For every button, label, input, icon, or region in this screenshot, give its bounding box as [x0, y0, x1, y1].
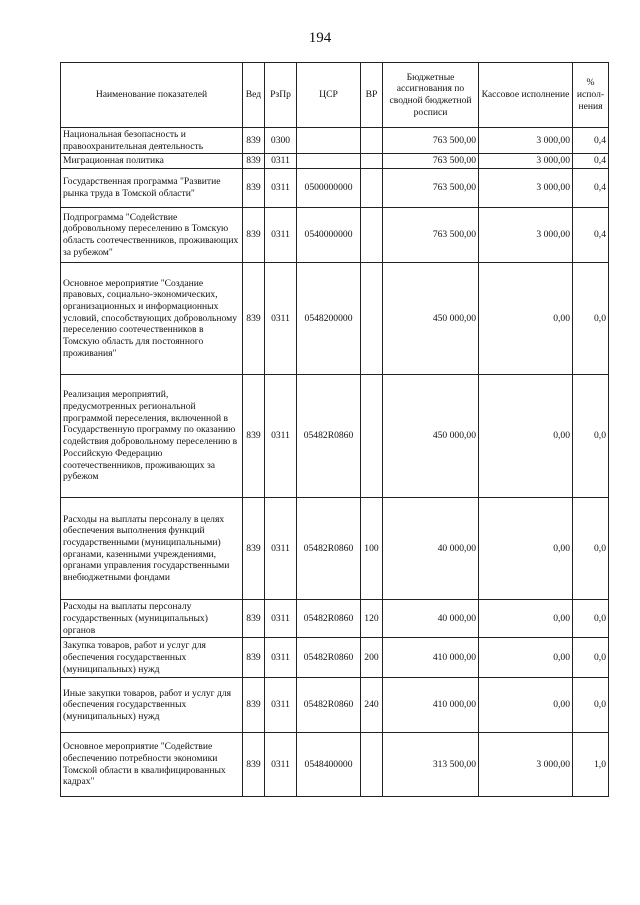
cell-csr: 05482R0860: [297, 498, 361, 600]
cell-rzpr: 0311: [265, 375, 297, 498]
cell-pct: 0,0: [573, 678, 609, 733]
cell-rzpr: 0311: [265, 208, 297, 263]
header-csr: ЦСР: [297, 63, 361, 128]
cell-vr: [361, 375, 383, 498]
cell-pct: 0,4: [573, 128, 609, 154]
cell-name: Государственная программа "Развитие рынка труда в Томской области": [61, 169, 243, 208]
cell-vr: 120: [361, 600, 383, 638]
header-rzpr: РзПр: [265, 63, 297, 128]
cell-cash: 3 000,00: [479, 154, 573, 169]
cell-budget: 763 500,00: [383, 128, 479, 154]
cell-name: Закупка товаров, работ и услуг для обеспечения государственных (муниципальных) нужд: [61, 638, 243, 678]
table-row: [61, 154, 609, 169]
cell-pct: 0,4: [573, 154, 609, 169]
table-row: [61, 498, 609, 600]
table-header: [61, 63, 609, 128]
cell-ved: 839: [243, 498, 265, 600]
cell-budget: 40 000,00: [383, 600, 479, 638]
cell-csr: 05482R0860: [297, 678, 361, 733]
cell-pct: 1,0: [573, 733, 609, 797]
cell-vr: [361, 128, 383, 154]
cell-rzpr: 0311: [265, 638, 297, 678]
header-budget: Бюджетные ассигнования по сводной бюджетной росписи: [383, 63, 479, 128]
header-name: Наименование показателей: [61, 63, 243, 128]
cell-budget: 763 500,00: [383, 169, 479, 208]
cell-pct: 0,0: [573, 638, 609, 678]
cell-cash: 3 000,00: [479, 733, 573, 797]
table-row: [61, 678, 609, 733]
header-cash: Кассовое исполнение: [479, 63, 573, 128]
cell-ved: 839: [243, 375, 265, 498]
header-ved: Вед: [243, 63, 265, 128]
cell-rzpr: 0311: [265, 169, 297, 208]
cell-csr: 0540000000: [297, 208, 361, 263]
cell-ved: 839: [243, 600, 265, 638]
cell-ved: 839: [243, 128, 265, 154]
cell-ved: 839: [243, 169, 265, 208]
cell-budget: 450 000,00: [383, 375, 479, 498]
cell-csr: 05482R0860: [297, 375, 361, 498]
cell-name: Расходы на выплаты персоналу государственных (муниципальных) органов: [61, 600, 243, 638]
table-row: [61, 263, 609, 375]
cell-cash: 0,00: [479, 263, 573, 375]
cell-cash: 3 000,00: [479, 208, 573, 263]
cell-budget: 410 000,00: [383, 638, 479, 678]
cell-cash: 0,00: [479, 678, 573, 733]
cell-cash: 0,00: [479, 600, 573, 638]
cell-ved: 839: [243, 154, 265, 169]
page-number: 194: [308, 30, 332, 46]
cell-cash: 0,00: [479, 375, 573, 498]
cell-vr: [361, 208, 383, 263]
cell-vr: [361, 169, 383, 208]
cell-vr: [361, 263, 383, 375]
cell-name: Подпрограмма "Содействие добровольному переселению в Томскую область соотечественников, проживающих за рубежом": [61, 208, 243, 263]
cell-csr: 0500000000: [297, 169, 361, 208]
cell-budget: 313 500,00: [383, 733, 479, 797]
header-vr: ВР: [361, 63, 383, 128]
header-row: [61, 63, 609, 128]
cell-rzpr: 0311: [265, 600, 297, 638]
cell-pct: 0,4: [573, 169, 609, 208]
header-pct: % испол-нения: [573, 63, 609, 128]
cell-ved: 839: [243, 678, 265, 733]
cell-ved: 839: [243, 263, 265, 375]
cell-vr: [361, 154, 383, 169]
cell-csr: 05482R0860: [297, 638, 361, 678]
cell-name: Иные закупки товаров, работ и услуг для обеспечения государственных (муниципальных) нужд: [61, 678, 243, 733]
cell-vr: 200: [361, 638, 383, 678]
cell-name: Национальная безопасность и правоохранительная деятельность: [61, 128, 243, 154]
table-row: [61, 169, 609, 208]
cell-rzpr: 0311: [265, 678, 297, 733]
table-row: [61, 208, 609, 263]
table-row: [61, 375, 609, 498]
cell-vr: 240: [361, 678, 383, 733]
cell-name: Реализация мероприятий, предусмотренных региональной программой переселения, включенной в Государственную программу по оказанию содействия добровольному переселению в Российскую Федерацию соотечественников, проживающих за рубежом: [61, 375, 243, 498]
cell-csr: 0548400000: [297, 733, 361, 797]
cell-name: Основное мероприятие "Создание правовых, социально-экономических, организационных и информационных условий, способствующих добровольному переселению соотечественников в Томскую область для постоянного проживания": [61, 263, 243, 375]
cell-cash: 0,00: [479, 498, 573, 600]
cell-csr: 0548200000: [297, 263, 361, 375]
cell-name: Основное мероприятие "Содействие обеспечению потребности экономики Томской области в квалифицированных кадрах": [61, 733, 243, 797]
cell-csr: [297, 128, 361, 154]
cell-csr: [297, 154, 361, 169]
cell-pct: 0,4: [573, 208, 609, 263]
table-row: [61, 128, 609, 154]
cell-rzpr: 0311: [265, 498, 297, 600]
cell-ved: 839: [243, 638, 265, 678]
table-row: [61, 733, 609, 797]
cell-budget: 763 500,00: [383, 208, 479, 263]
cell-ved: 839: [243, 733, 265, 797]
cell-cash: 3 000,00: [479, 128, 573, 154]
cell-rzpr: 0311: [265, 154, 297, 169]
cell-rzpr: 0311: [265, 263, 297, 375]
table-row: [61, 600, 609, 638]
budget-execution-table: [60, 62, 609, 797]
cell-name: Миграционная политика: [61, 154, 243, 169]
cell-budget: 763 500,00: [383, 154, 479, 169]
cell-pct: 0,0: [573, 600, 609, 638]
cell-vr: 100: [361, 498, 383, 600]
cell-rzpr: 0311: [265, 733, 297, 797]
cell-pct: 0,0: [573, 263, 609, 375]
cell-budget: 40 000,00: [383, 498, 479, 600]
cell-pct: 0,0: [573, 375, 609, 498]
cell-csr: 05482R0860: [297, 600, 361, 638]
cell-pct: 0,0: [573, 498, 609, 600]
table-row: [61, 638, 609, 678]
cell-vr: [361, 733, 383, 797]
cell-ved: 839: [243, 208, 265, 263]
table-body: [61, 128, 609, 797]
cell-cash: 3 000,00: [479, 169, 573, 208]
cell-budget: 410 000,00: [383, 678, 479, 733]
cell-name: Расходы на выплаты персоналу в целях обеспечения выполнения функций государственными (муниципальными) органами, казенными учреждениями, органами управления государственными внебюджетными фондами: [61, 498, 243, 600]
cell-cash: 0,00: [479, 638, 573, 678]
cell-budget: 450 000,00: [383, 263, 479, 375]
cell-rzpr: 0300: [265, 128, 297, 154]
